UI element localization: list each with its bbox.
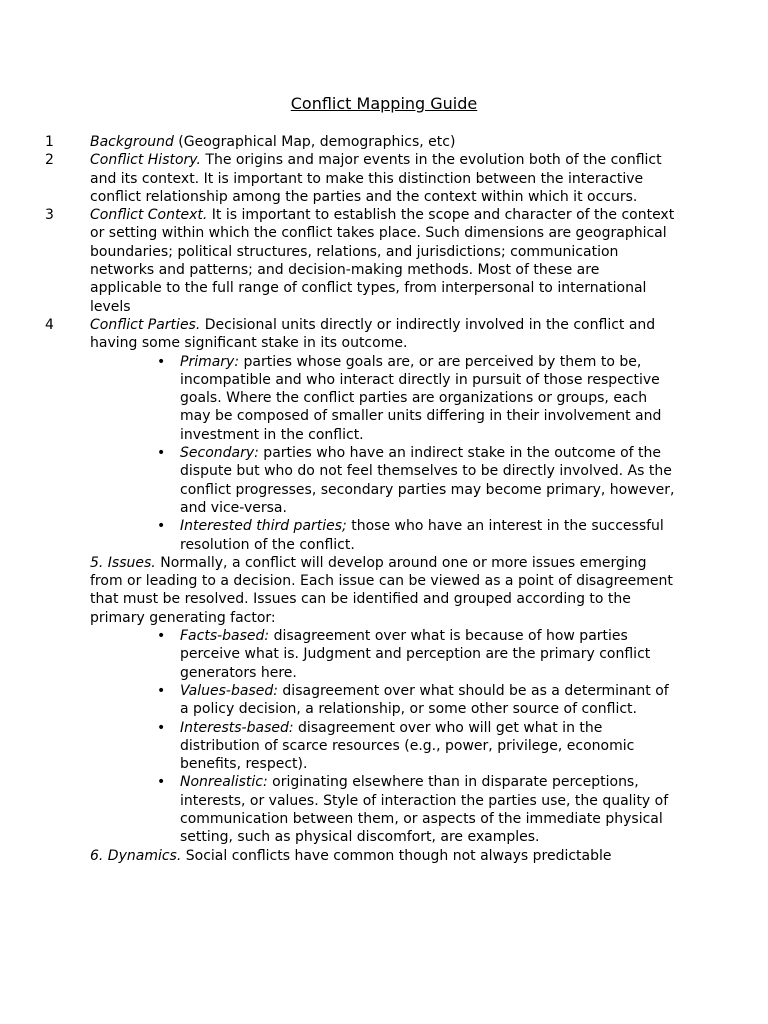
list-item-nonrealistic [0,773,680,846]
item-number: 1 [45,134,54,150]
item-number: 3 [45,207,54,224]
item-number: 2 [45,152,54,169]
dynamics-paragraph [0,847,675,865]
document-body [0,133,768,865]
bullet-dot: • [157,518,166,535]
list-item-facts-based [0,627,680,682]
numbered-item-conflict-history [0,151,675,206]
dynamics-term: 6. Dynamics. [90,847,182,864]
bullet-term: Primary: [180,353,240,370]
numbered-item-conflict-parties [0,316,675,353]
item-text: The origins and major events in the evolution both of the conflict and its context. It is important to make this distinction between the interactive conflict relationship among the parties and the context within which it occurs. [90,152,662,205]
bullet-text: disagreement over who will get what in the distribution of scarce resources (e.g., power, privilege, economic benefits, respect). [180,719,635,773]
issue-bullet-list [0,627,768,847]
bullet-dot: • [157,682,166,699]
item-term: Conflict Parties. [90,316,201,333]
bullet-term: Nonrealistic: [180,774,268,791]
bullet-text: parties who have an indirect stake in the outcome of the dispute but who do not feel themselves to be directly involved. As the conflict progresses, secondary parties may become primary, however, and vice-versa. [180,445,675,516]
issues-term: 5. Issues. [90,554,156,571]
bullet-term: Interests-based: [180,719,294,736]
bullet-dot: • [157,445,166,462]
bullet-text: disagreement over what is because of how parties perceive what is. Judgment and perception are the primary conflict generators here. [180,628,651,681]
numbered-item-conflict-context [0,206,675,316]
bullet-dot: • [157,628,166,645]
list-item-values-based [0,682,680,719]
item-number: 4 [45,316,54,333]
party-bullet-list [0,353,768,554]
item-term: Conflict Context. [90,207,208,224]
bullet-dot: • [157,774,166,791]
bullet-text: those who have an interest in the successful resolution of the conflict. [180,518,664,553]
bullet-term: Interested third parties; [180,518,347,535]
item-term: Conflict History. [90,152,201,169]
bullet-dot: • [157,353,166,370]
list-item-interests-based [0,719,680,774]
bullet-term: Facts-based: [180,628,270,645]
bullet-text: originating elsewhere than in disparate perceptions, interests, or values. Style of interaction the parties use, the quality of communication between them, or aspects of the immediate physical setting, such as physical discomfort, are examples. [180,774,669,846]
bullet-dot: • [157,719,166,736]
item-term: Background [90,134,174,150]
list-item-primary [0,353,680,444]
issues-paragraph [0,554,675,627]
issues-text: Normally, a conflict will develop around one or more issues emerging from or leading to a decision. Each issue can be viewed as a point of disagreement that must be resolved. Issues can be identified and grouped according to the primary generating factor: [90,554,673,626]
bullet-text: parties whose goals are, or are perceived by them to be, incompatible and who interact directly in pursuit of those respective goals. Where the conflict parties are organizations or groups, each may be composed of smaller units differing in their involvement and investment in the conflict. [180,353,662,443]
page-title: Conflict Mapping Guide [290,94,478,113]
item-text: It is important to establish the scope and character of the context or setting within which the conflict takes place. Such dimensions are geographical boundaries; political structures, relations, and jurisdictions; communication networks and patterns; and decision-making methods. Most of these are applicable to the full range of conflict types, from interpersonal to international levels [90,207,675,315]
numbered-item-background [0,133,675,151]
bullet-term: Values-based: [180,682,278,699]
bullet-term: Secondary: [180,445,259,462]
list-item-secondary [0,444,680,517]
item-text: (Geographical Map, demographics, etc) [173,134,456,150]
bullet-text: disagreement over what should be as a determinant of a policy decision, a relationship, or some other source of conflict. [180,682,669,718]
item-text: Decisional units directly or indirectly involved in the conflict and having some significant stake in its outcome. [90,316,656,352]
list-item-interested-third-parties [0,517,680,554]
dynamics-text: Social conflicts have common though not always predictable [181,847,612,864]
